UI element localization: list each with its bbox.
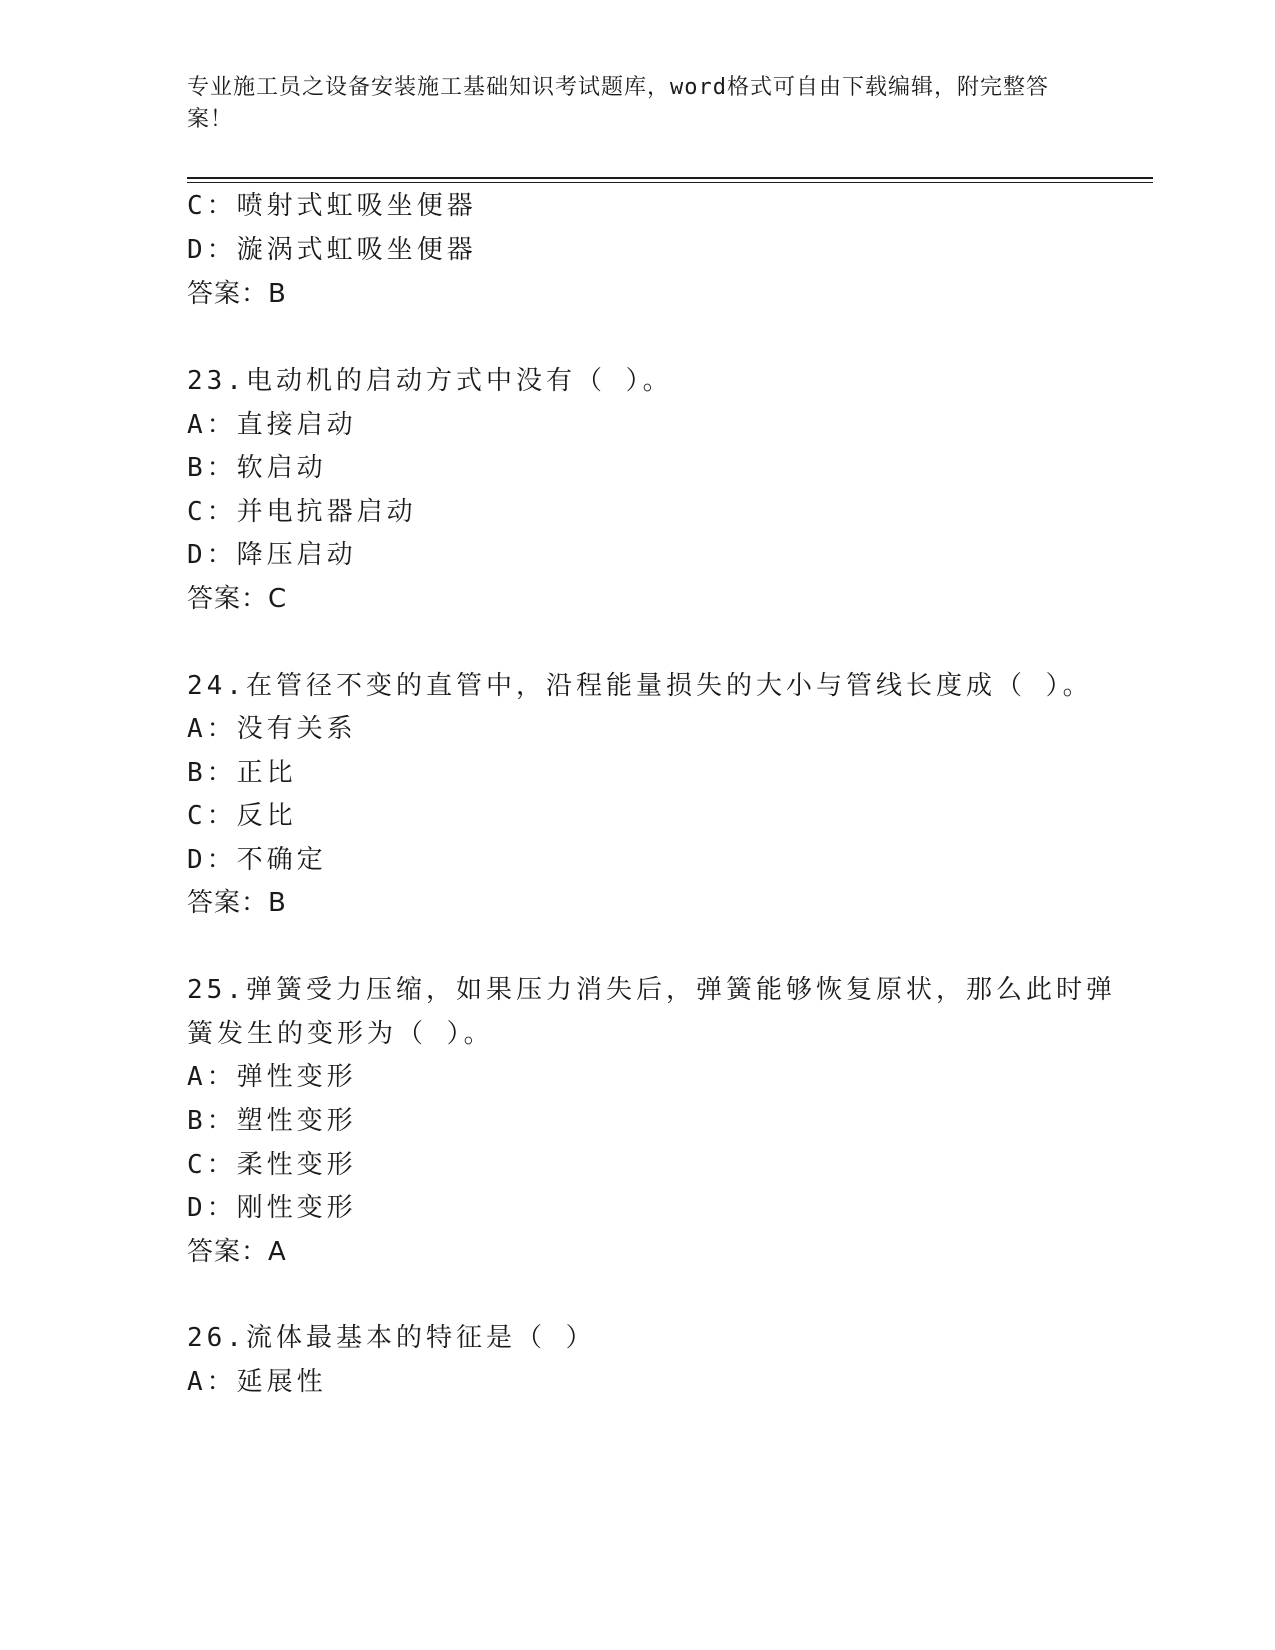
question-24-option-a: A：没有关系 [187,714,357,744]
question-23-option-a: A：直接启动 [187,410,357,440]
option-d: D：漩涡式虹吸坐便器 [187,235,477,265]
question-24-option-b: B：正比 [187,758,297,788]
header-divider-thin [187,182,1153,183]
header-divider-thick [187,177,1153,179]
question-25-option-d: D：刚性变形 [187,1193,357,1223]
question-25-stem-line-2: 簧发生的变形为（ ）。 [187,1019,494,1049]
question-26-stem: 26.流体最基本的特征是（ ） [187,1323,596,1353]
document-header: 专业施工员之设备安装施工基础知识考试题库，word格式可自由下载编辑，附完整答案！ [187,75,1049,132]
question-25-stem-line-1: 25.弹簧受力压缩，如果压力消失后，弹簧能够恢复原状，那么此时弹 [187,975,1116,1005]
question-24-stem: 24.在管径不变的直管中，沿程能量损失的大小与管线长度成（ ）。 [187,671,1093,701]
question-25-option-b: B：塑性变形 [187,1106,357,1136]
option-c: C：喷射式虹吸坐便器 [187,191,477,221]
question-23-answer: 答案：C [187,584,288,614]
question-24-option-d: D：不确定 [187,845,327,875]
answer-line: 答案：B [187,279,287,309]
question-25-option-a: A：弹性变形 [187,1062,357,1092]
question-25-option-c: C：柔性变形 [187,1150,357,1180]
question-23-option-d: D：降压启动 [187,540,357,570]
question-24-answer: 答案：B [187,888,287,918]
question-26-option-a: A：延展性 [187,1367,327,1397]
question-24-option-c: C：反比 [187,801,297,831]
question-25-answer: 答案：A [187,1237,287,1267]
question-23-option-c: C：并电抗器启动 [187,497,417,527]
question-23-option-b: B：软启动 [187,453,327,483]
question-23-stem: 23.电动机的启动方式中没有（ ）。 [187,366,673,396]
